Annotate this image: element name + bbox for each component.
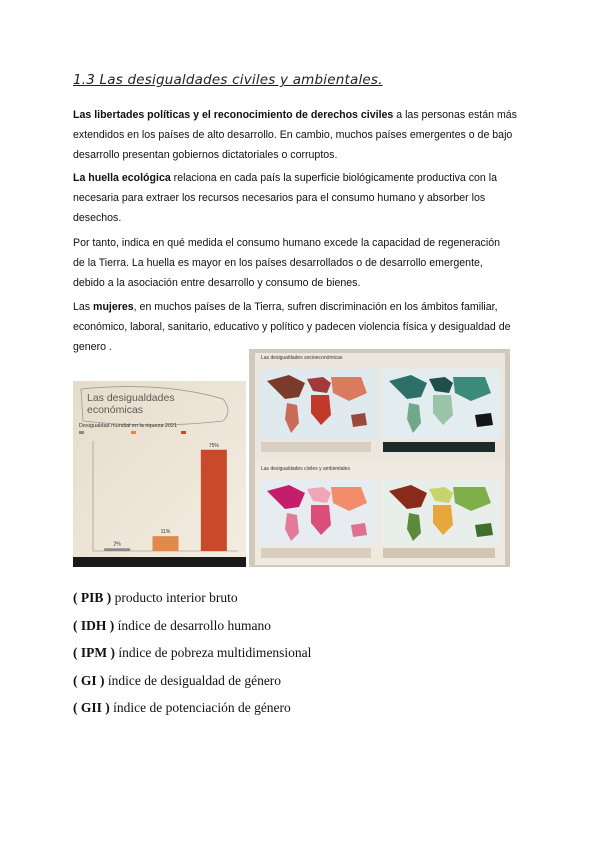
paragraph-text: , en muchos países de la Tierra, sufren discriminación en los ámbitos familiar,: [133, 301, 498, 313]
chart-photo-subtitle: Desigualdad mundial en la riqueza 2021: [79, 423, 178, 429]
chart-bar: [153, 536, 179, 551]
chart-bar-label: 11%: [160, 529, 171, 536]
chart-photo-svg: [73, 381, 246, 567]
paragraph-text: necesaria para extraer los recursos necesarios para el consumo humano y absorber los: [73, 192, 486, 204]
paragraph-footprint-explanation: [73, 233, 533, 293]
glossary-item: [73, 673, 281, 689]
paragraph-text: debido a la asociación entre desarrollo y consumo de bienes.: [73, 277, 361, 289]
glossary-abbr: ( PIB ): [73, 590, 112, 605]
chart-bar: [104, 548, 130, 551]
paragraph-text: extendidos en los países de alto desarrollo. En cambio, muchos países emergentes o de bajo: [73, 129, 513, 141]
glossary-item: [73, 618, 271, 634]
maps-photo-title-bottom: Las desigualdades civiles y ambientales: [261, 466, 350, 472]
glossary-item: [73, 645, 311, 661]
paragraph-text: Por tanto, indica en qué medida el consumo humano excede la capacidad de regeneración: [73, 237, 500, 249]
maps-photo-title-top: Las desigualdades socioeconómicas: [261, 355, 343, 361]
glossary-text: índice de potenciación de género: [109, 700, 291, 715]
paragraph-text: de la Tierra. La huella es mayor en los países desarrollados o de desarrollo emergente,: [73, 257, 483, 269]
legend-swatch: [131, 431, 136, 434]
glossary-abbr: ( IPM ): [73, 645, 115, 660]
glossary-text: índice de desarrollo humano: [114, 618, 271, 633]
paragraph-text: Las: [73, 301, 94, 313]
legend-swatch: [79, 431, 84, 434]
glossary-text: producto interior bruto: [111, 590, 238, 605]
paragraph-text: desarrollo presentan gobiernos dictatoriales o corruptos.: [73, 149, 338, 161]
glossary-item: [73, 700, 291, 716]
paragraph-ecological-footprint: [73, 168, 533, 228]
chart-photo-title-line1: Las desigualdades: [87, 392, 175, 404]
paragraph-bold-phrase: mujeres: [93, 301, 134, 313]
paragraph-text: desechos.: [73, 212, 122, 224]
maps-photo-svg: [249, 349, 510, 567]
legend-swatch: [181, 431, 186, 434]
chart-photo: [73, 381, 246, 567]
chart-bar-label: 2%: [113, 541, 121, 548]
paragraph-text: a las personas están más: [393, 109, 517, 121]
glossary-text: índice de desigualdad de género: [104, 673, 282, 688]
chart-photo-title-line2: económicas: [87, 404, 144, 416]
section-heading: 1.3 Las desigualdades civiles y ambientales.: [73, 72, 383, 88]
chart-bar-label: 75%: [208, 442, 219, 449]
chart-bar: [201, 450, 227, 551]
paragraph-text: relaciona en cada país la superficie biológicamente productiva con la: [170, 172, 497, 184]
glossary-abbr: ( GI ): [73, 673, 105, 688]
maps-photo: [249, 349, 510, 567]
paragraph-text: económico, laboral, sanitario, educativo y político y padecen violencia física y desigualdad de: [73, 321, 511, 333]
glossary-abbr: ( GII ): [73, 700, 110, 715]
glossary-text: índice de pobreza multidimensional: [114, 645, 312, 660]
paragraph-civil-rights: [73, 105, 533, 165]
paragraph-text: genero .: [73, 341, 112, 353]
paragraph-bold-phrase: Las libertades políticas y el reconocimiento de derechos civiles: [73, 109, 394, 121]
glossary-abbr: ( IDH ): [73, 618, 115, 633]
paragraph-bold-phrase: La huella ecológica: [73, 172, 171, 184]
glossary-item: [73, 590, 238, 606]
paragraph-women: [73, 297, 533, 357]
photo-edge: [73, 557, 246, 567]
